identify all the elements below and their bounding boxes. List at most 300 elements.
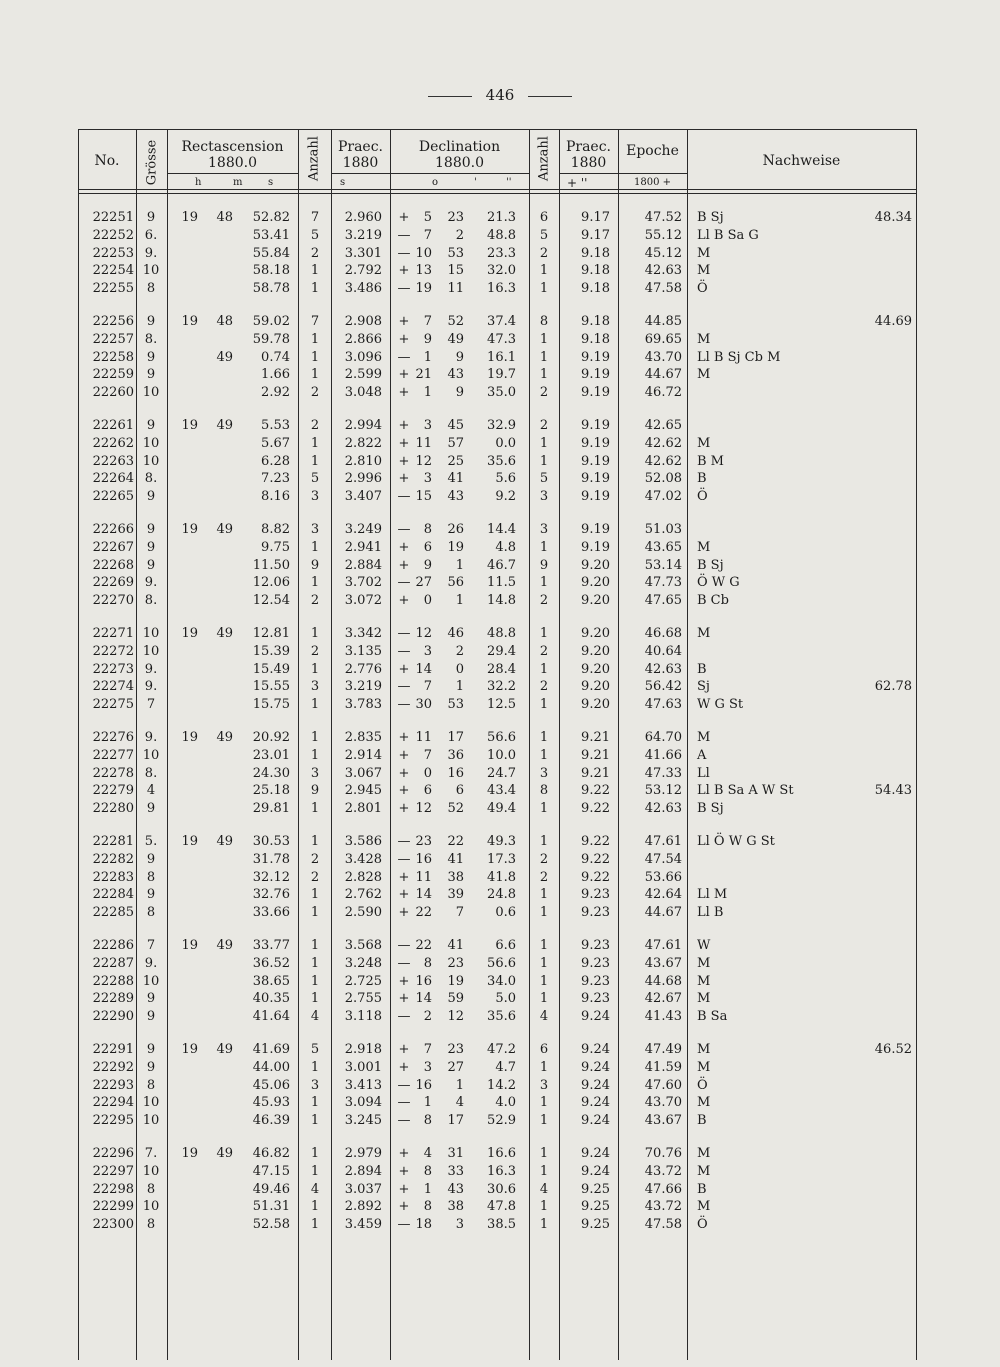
count-ra-cell: 1 bbox=[310, 331, 320, 347]
table-row bbox=[78, 417, 916, 434]
row-number-cell: 22290 bbox=[92, 1009, 134, 1025]
epoch-cell: 43.70 bbox=[644, 349, 682, 365]
table-row bbox=[78, 313, 916, 330]
magnitude-cell: 9 bbox=[146, 1009, 156, 1025]
references-cell: B Sj bbox=[697, 801, 724, 817]
table-row bbox=[78, 384, 916, 401]
magnitude-cell: 9. bbox=[144, 245, 158, 261]
ra-seconds-cell: 58.78 bbox=[252, 281, 290, 297]
magnitude-cell: 8 bbox=[146, 1077, 156, 1093]
dec-degrees-cell: 22 bbox=[415, 905, 432, 921]
dec-arcsec-cell: 5.6 bbox=[495, 471, 516, 487]
precession-dec-cell: 9.20 bbox=[581, 643, 610, 659]
ra-seconds-cell: 23.01 bbox=[252, 747, 290, 763]
dec-arcsec-cell: 47.3 bbox=[487, 331, 516, 347]
count-ra-cell: 1 bbox=[310, 539, 320, 555]
ra-seconds-cell: 2.92 bbox=[261, 385, 290, 401]
count-dec-cell: 1 bbox=[539, 905, 549, 921]
dec-arcsec-cell: 9.2 bbox=[495, 489, 516, 505]
table-row bbox=[78, 574, 916, 591]
epoch-cell: 44.85 bbox=[644, 314, 682, 329]
references-cell: M bbox=[697, 955, 711, 971]
references-cell: M bbox=[697, 1059, 711, 1075]
references-cell: M bbox=[697, 263, 711, 279]
precession-dec-cell: 9.18 bbox=[581, 314, 610, 329]
precession-ra-cell: 2.792 bbox=[344, 263, 382, 279]
count-dec-cell: 1 bbox=[539, 1217, 549, 1233]
dec-arcsec-cell: 16.6 bbox=[487, 1146, 516, 1161]
ra-seconds-cell: 46.39 bbox=[252, 1113, 290, 1129]
column-rule bbox=[916, 129, 917, 1360]
row-number-cell: 22254 bbox=[92, 263, 134, 279]
magnitude-cell: 8. bbox=[144, 765, 158, 781]
dec-degrees-cell: 14 bbox=[415, 887, 432, 903]
magnitude-cell: 8. bbox=[144, 331, 158, 347]
count-ra-cell: 1 bbox=[310, 973, 320, 989]
references-cell: M bbox=[697, 1095, 711, 1111]
ra-minutes-cell: 49 bbox=[216, 349, 233, 365]
magnitude-cell: 9 bbox=[146, 851, 156, 867]
row-number-cell: 22295 bbox=[92, 1113, 134, 1129]
ra-minutes-cell: 48 bbox=[216, 314, 233, 329]
table-row bbox=[78, 349, 916, 366]
dec-arcmin-cell: 41 bbox=[447, 471, 464, 487]
precession-dec-cell: 9.19 bbox=[581, 471, 610, 487]
count-ra-cell: 5 bbox=[310, 1042, 320, 1057]
dec-arcmin-cell: 4 bbox=[455, 1095, 464, 1111]
dec-arcmin-cell: 53 bbox=[447, 697, 464, 713]
row-number-cell: 22284 bbox=[92, 887, 134, 903]
row-number-cell: 22288 bbox=[92, 973, 134, 989]
precession-ra-cell: 2.941 bbox=[344, 539, 382, 555]
magnitude-cell: 4 bbox=[146, 783, 156, 799]
row-number-cell: 22272 bbox=[92, 643, 134, 659]
row-number-cell: 22262 bbox=[92, 435, 134, 451]
count-dec-cell: 1 bbox=[539, 453, 549, 469]
dec-degrees-cell: 3 bbox=[423, 1059, 432, 1075]
count-dec-cell: 1 bbox=[539, 1059, 549, 1075]
count-dec-cell: 2 bbox=[539, 851, 549, 867]
count-dec-cell: 2 bbox=[539, 869, 549, 885]
epoch-cell: 42.63 bbox=[644, 661, 682, 677]
table-row bbox=[78, 678, 916, 695]
count-dec-cell: 1 bbox=[539, 938, 549, 953]
dec-arcsec-cell: 11.5 bbox=[487, 575, 516, 591]
references-cell: W bbox=[697, 938, 711, 953]
dec-sign-cell: + bbox=[398, 1163, 410, 1179]
ra-minutes-cell: 49 bbox=[216, 418, 233, 433]
magnitude-cell: 9 bbox=[146, 489, 156, 505]
references-cell: Ll M bbox=[697, 887, 728, 903]
dec-sign-cell: + bbox=[398, 471, 410, 487]
count-dec-cell: 4 bbox=[539, 1009, 549, 1025]
header-groesse: Grösse bbox=[144, 139, 160, 186]
magnitude-cell: 9 bbox=[146, 1059, 156, 1075]
table-row bbox=[78, 696, 916, 713]
ra-seconds-cell: 15.55 bbox=[252, 679, 290, 695]
dec-arcmin-cell: 16 bbox=[447, 765, 464, 781]
epoch-cell: 47.58 bbox=[644, 1217, 682, 1233]
dec-arcmin-cell: 45 bbox=[447, 418, 464, 433]
count-ra-cell: 1 bbox=[310, 281, 320, 297]
ra-seconds-cell: 52.82 bbox=[252, 210, 290, 225]
ra-minutes-cell: 49 bbox=[216, 1042, 233, 1057]
epoch-cell: 47.49 bbox=[644, 1042, 682, 1057]
epoch-cell: 69.65 bbox=[644, 331, 682, 347]
count-dec-cell: 5 bbox=[539, 471, 549, 487]
dec-degrees-cell: 4 bbox=[423, 1146, 432, 1161]
precession-ra-cell: 2.945 bbox=[344, 783, 382, 799]
ra-seconds-cell: 12.06 bbox=[252, 575, 290, 591]
page-number-line bbox=[0, 86, 1000, 104]
dec-sign-cell: + bbox=[398, 593, 410, 609]
epoch-cell: 47.61 bbox=[644, 834, 682, 849]
dec-arcmin-cell: 52 bbox=[447, 801, 464, 817]
dec-degrees-cell: 6 bbox=[423, 783, 432, 799]
ra-hours-cell: 19 bbox=[181, 834, 198, 849]
row-number-cell: 22289 bbox=[92, 991, 134, 1007]
row-number-cell: 22297 bbox=[92, 1163, 134, 1179]
magnitude-cell: 8 bbox=[146, 281, 156, 297]
dec-sign-cell: + bbox=[398, 539, 410, 555]
count-dec-cell: 1 bbox=[539, 661, 549, 677]
magnitude-cell: 7. bbox=[144, 1146, 158, 1161]
table-row bbox=[78, 643, 916, 660]
references-cell: M bbox=[697, 245, 711, 261]
table-row bbox=[78, 592, 916, 609]
references-cell: B bbox=[697, 1113, 707, 1129]
precession-dec-cell: 9.21 bbox=[581, 730, 610, 745]
ra-seconds-cell: 45.06 bbox=[252, 1077, 290, 1093]
dec-degrees-cell: 7 bbox=[423, 679, 432, 695]
row-number-cell: 22276 bbox=[92, 730, 134, 745]
epoch-cell: 47.60 bbox=[644, 1077, 682, 1093]
magnitude-cell: 9. bbox=[144, 730, 158, 745]
magnitude-cell: 8 bbox=[146, 905, 156, 921]
magnitude-cell: 9. bbox=[144, 955, 158, 971]
row-number-cell: 22293 bbox=[92, 1077, 134, 1093]
precession-dec-cell: 9.23 bbox=[581, 887, 610, 903]
table-row bbox=[78, 1112, 916, 1129]
dec-degrees-cell: 12 bbox=[415, 801, 432, 817]
dec-arcsec-cell: 48.8 bbox=[487, 227, 516, 243]
precession-ra-cell: 2.725 bbox=[344, 973, 382, 989]
ra-seconds-cell: 32.12 bbox=[252, 869, 290, 885]
epoch-cell: 47.58 bbox=[644, 281, 682, 297]
unit-m: m bbox=[233, 177, 243, 188]
dec-arcsec-cell: 41.8 bbox=[487, 869, 516, 885]
table-row bbox=[78, 1163, 916, 1180]
dec-arcsec-cell: 32.2 bbox=[487, 679, 516, 695]
precession-dec-cell: 9.24 bbox=[581, 1059, 610, 1075]
table-row bbox=[78, 833, 916, 850]
epoch-cell: 44.68 bbox=[644, 973, 682, 989]
dec-degrees-cell: 15 bbox=[415, 489, 432, 505]
dec-arcsec-cell: 10.0 bbox=[487, 747, 516, 763]
dec-arcsec-cell: 47.8 bbox=[487, 1199, 516, 1215]
dec-sign-cell: — bbox=[397, 1217, 411, 1233]
precession-ra-cell: 2.960 bbox=[344, 210, 382, 225]
precession-dec-cell: 9.19 bbox=[581, 418, 610, 433]
dec-arcsec-cell: 32.0 bbox=[487, 263, 516, 279]
magnitude-cell: 9 bbox=[146, 991, 156, 1007]
count-ra-cell: 2 bbox=[310, 643, 320, 659]
epoch-cell: 47.61 bbox=[644, 938, 682, 953]
dec-arcmin-cell: 39 bbox=[447, 887, 464, 903]
header-dec-epoch: 1880.0 bbox=[435, 155, 484, 171]
ra-seconds-cell: 33.66 bbox=[252, 905, 290, 921]
epoch-cell: 42.64 bbox=[644, 887, 682, 903]
precession-dec-cell: 9.23 bbox=[581, 938, 610, 953]
precession-ra-cell: 3.096 bbox=[344, 349, 382, 365]
references-cell: M bbox=[697, 367, 711, 383]
dec-sign-cell: — bbox=[397, 643, 411, 659]
dec-degrees-cell: 14 bbox=[415, 991, 432, 1007]
precession-dec-cell: 9.22 bbox=[581, 783, 610, 799]
magnitude-cell: 10 bbox=[142, 263, 160, 279]
epoch-cell: 47.54 bbox=[644, 851, 682, 867]
count-dec-cell: 2 bbox=[539, 643, 549, 659]
count-dec-cell: 2 bbox=[539, 385, 549, 401]
header-anzahl-dec: Anzahl bbox=[536, 136, 552, 181]
row-number-cell: 22270 bbox=[92, 593, 134, 609]
table-row bbox=[78, 625, 916, 642]
count-ra-cell: 2 bbox=[310, 245, 320, 261]
precession-ra-cell: 3.072 bbox=[344, 593, 382, 609]
dec-degrees-cell: 8 bbox=[423, 1163, 432, 1179]
count-dec-cell: 1 bbox=[539, 331, 549, 347]
precession-ra-cell: 2.801 bbox=[344, 801, 382, 817]
epoch-cell: 40.64 bbox=[644, 643, 682, 659]
epoch-cell: 53.66 bbox=[644, 869, 682, 885]
table-row bbox=[78, 973, 916, 990]
ra-seconds-cell: 33.77 bbox=[252, 938, 290, 953]
count-ra-cell: 2 bbox=[310, 593, 320, 609]
ra-hours-cell: 19 bbox=[181, 418, 198, 433]
extra-epoch-cell: 46.52 bbox=[874, 1042, 912, 1057]
dec-arcsec-cell: 24.7 bbox=[487, 765, 516, 781]
references-cell: B M bbox=[697, 453, 724, 469]
epoch-cell: 64.70 bbox=[644, 730, 682, 745]
dec-degrees-cell: 18 bbox=[415, 1217, 432, 1233]
dec-degrees-cell: 9 bbox=[423, 331, 432, 347]
dec-arcmin-cell: 38 bbox=[447, 869, 464, 885]
ra-minutes-cell: 48 bbox=[216, 210, 233, 225]
precession-ra-cell: 3.249 bbox=[344, 522, 382, 537]
dec-degrees-cell: 16 bbox=[415, 851, 432, 867]
references-cell: M bbox=[697, 1163, 711, 1179]
ra-seconds-cell: 45.93 bbox=[252, 1095, 290, 1111]
count-dec-cell: 1 bbox=[539, 626, 549, 641]
precession-ra-cell: 3.248 bbox=[344, 955, 382, 971]
dec-degrees-cell: 1 bbox=[423, 385, 432, 401]
epoch-cell: 70.76 bbox=[644, 1146, 682, 1161]
unit-arcmin: ' bbox=[474, 177, 477, 188]
references-cell: M bbox=[697, 539, 711, 555]
unit-praec-dec: + '' bbox=[567, 176, 588, 190]
precession-dec-cell: 9.19 bbox=[581, 539, 610, 555]
dec-sign-cell: + bbox=[398, 973, 410, 989]
dec-degrees-cell: 13 bbox=[415, 263, 432, 279]
precession-dec-cell: 9.19 bbox=[581, 385, 610, 401]
header-ra-title: Rectascension bbox=[181, 139, 284, 155]
precession-dec-cell: 9.18 bbox=[581, 281, 610, 297]
dec-arcmin-cell: 36 bbox=[447, 747, 464, 763]
dec-sign-cell: + bbox=[398, 453, 410, 469]
divider bbox=[528, 96, 572, 97]
dec-degrees-cell: 1 bbox=[423, 349, 432, 365]
ra-hours-cell: 19 bbox=[181, 1042, 198, 1057]
dec-sign-cell: — bbox=[397, 281, 411, 297]
dec-sign-cell: — bbox=[397, 834, 411, 849]
row-number-cell: 22274 bbox=[92, 679, 134, 695]
table-row bbox=[78, 990, 916, 1007]
dec-arcmin-cell: 2 bbox=[455, 227, 464, 243]
references-cell: M bbox=[697, 435, 711, 451]
ra-seconds-cell: 24.30 bbox=[252, 765, 290, 781]
table-row bbox=[78, 1198, 916, 1215]
precession-dec-cell: 9.20 bbox=[581, 626, 610, 641]
count-dec-cell: 3 bbox=[539, 765, 549, 781]
dec-arcsec-cell: 12.5 bbox=[487, 697, 516, 713]
dec-arcmin-cell: 6 bbox=[455, 783, 464, 799]
dec-arcsec-cell: 37.4 bbox=[487, 314, 516, 329]
dec-arcmin-cell: 17 bbox=[447, 1113, 464, 1129]
count-ra-cell: 1 bbox=[310, 575, 320, 591]
dec-arcmin-cell: 11 bbox=[447, 281, 464, 297]
magnitude-cell: 9 bbox=[146, 801, 156, 817]
ra-seconds-cell: 5.53 bbox=[261, 418, 290, 433]
ra-seconds-cell: 59.02 bbox=[252, 314, 290, 329]
precession-dec-cell: 9.22 bbox=[581, 851, 610, 867]
count-ra-cell: 5 bbox=[310, 227, 320, 243]
magnitude-cell: 10 bbox=[142, 1113, 160, 1129]
dec-arcmin-cell: 56 bbox=[447, 575, 464, 591]
dec-degrees-cell: 10 bbox=[415, 245, 432, 261]
dec-arcsec-cell: 46.7 bbox=[487, 557, 516, 573]
unit-deg: o bbox=[432, 177, 439, 188]
dec-arcsec-cell: 32.9 bbox=[487, 418, 516, 433]
precession-ra-cell: 3.413 bbox=[344, 1077, 382, 1093]
dec-degrees-cell: 7 bbox=[423, 1042, 432, 1057]
dec-arcmin-cell: 41 bbox=[447, 851, 464, 867]
dec-arcmin-cell: 15 bbox=[447, 263, 464, 279]
precession-dec-cell: 9.20 bbox=[581, 575, 610, 591]
table-row bbox=[78, 1077, 916, 1094]
references-cell: M bbox=[697, 973, 711, 989]
dec-degrees-cell: 3 bbox=[423, 471, 432, 487]
ra-seconds-cell: 15.39 bbox=[252, 643, 290, 659]
row-number-cell: 22256 bbox=[92, 314, 134, 329]
precession-ra-cell: 2.894 bbox=[344, 1163, 382, 1179]
dec-arcmin-cell: 43 bbox=[447, 489, 464, 505]
epoch-cell: 53.12 bbox=[644, 783, 682, 799]
precession-ra-cell: 2.590 bbox=[344, 905, 382, 921]
dec-sign-cell: + bbox=[398, 314, 410, 329]
unit-arcsec: '' bbox=[506, 177, 512, 188]
header-praec-dec bbox=[559, 139, 618, 171]
precession-ra-cell: 3.342 bbox=[344, 626, 382, 641]
references-cell: Ll B bbox=[697, 905, 724, 921]
ra-seconds-cell: 36.52 bbox=[252, 955, 290, 971]
precession-ra-cell: 2.884 bbox=[344, 557, 382, 573]
references-cell: Sj bbox=[697, 679, 710, 695]
dec-arcmin-cell: 33 bbox=[447, 1163, 464, 1179]
count-ra-cell: 1 bbox=[310, 1059, 320, 1075]
dec-arcsec-cell: 35.0 bbox=[487, 385, 516, 401]
magnitude-cell: 10 bbox=[142, 435, 160, 451]
magnitude-cell: 9. bbox=[144, 575, 158, 591]
dec-arcsec-cell: 5.0 bbox=[495, 991, 516, 1007]
references-cell: Ö bbox=[697, 281, 708, 297]
dec-arcsec-cell: 4.8 bbox=[495, 539, 516, 555]
references-cell: M bbox=[697, 1146, 711, 1161]
dec-degrees-cell: 3 bbox=[423, 643, 432, 659]
precession-dec-cell: 9.18 bbox=[581, 331, 610, 347]
table-row bbox=[78, 765, 916, 782]
ra-seconds-cell: 53.41 bbox=[252, 227, 290, 243]
header-declination bbox=[390, 139, 529, 171]
references-cell: B Sa bbox=[697, 1009, 728, 1025]
count-ra-cell: 3 bbox=[310, 679, 320, 695]
count-dec-cell: 2 bbox=[539, 418, 549, 433]
count-dec-cell: 6 bbox=[539, 1042, 549, 1057]
count-dec-cell: 1 bbox=[539, 973, 549, 989]
count-ra-cell: 1 bbox=[310, 1217, 320, 1233]
precession-ra-cell: 3.067 bbox=[344, 765, 382, 781]
precession-dec-cell: 9.23 bbox=[581, 973, 610, 989]
row-number-cell: 22292 bbox=[92, 1059, 134, 1075]
count-ra-cell: 1 bbox=[310, 801, 320, 817]
ra-seconds-cell: 7.23 bbox=[261, 471, 290, 487]
epoch-cell: 43.67 bbox=[644, 955, 682, 971]
count-dec-cell: 1 bbox=[539, 991, 549, 1007]
dec-arcmin-cell: 23 bbox=[447, 955, 464, 971]
table-row bbox=[78, 800, 916, 817]
row-number-cell: 22257 bbox=[92, 331, 134, 347]
ra-seconds-cell: 1.66 bbox=[261, 367, 290, 383]
precession-ra-cell: 3.219 bbox=[344, 679, 382, 695]
row-number-cell: 22253 bbox=[92, 245, 134, 261]
count-ra-cell: 1 bbox=[310, 747, 320, 763]
references-cell: Ö bbox=[697, 1217, 708, 1233]
count-dec-cell: 1 bbox=[539, 575, 549, 591]
ra-hours-cell: 19 bbox=[181, 1146, 198, 1161]
table-row bbox=[78, 521, 916, 538]
count-ra-cell: 9 bbox=[310, 783, 320, 799]
count-dec-cell: 4 bbox=[539, 1181, 549, 1197]
extra-epoch-cell: 62.78 bbox=[874, 679, 912, 695]
dec-sign-cell: + bbox=[398, 661, 410, 677]
row-number-cell: 22259 bbox=[92, 367, 134, 383]
ra-minutes-cell: 49 bbox=[216, 1146, 233, 1161]
magnitude-cell: 9 bbox=[146, 1042, 156, 1057]
magnitude-cell: 8. bbox=[144, 471, 158, 487]
count-dec-cell: 1 bbox=[539, 955, 549, 971]
row-number-cell: 22278 bbox=[92, 765, 134, 781]
precession-dec-cell: 9.19 bbox=[581, 367, 610, 383]
precession-ra-cell: 2.810 bbox=[344, 453, 382, 469]
dec-sign-cell: — bbox=[397, 1095, 411, 1111]
precession-dec-cell: 9.19 bbox=[581, 435, 610, 451]
magnitude-cell: 10 bbox=[142, 1199, 160, 1215]
references-cell: M bbox=[697, 991, 711, 1007]
dec-degrees-cell: 27 bbox=[415, 575, 432, 591]
precession-ra-cell: 3.135 bbox=[344, 643, 382, 659]
references-cell: M bbox=[697, 1042, 711, 1057]
dec-arcsec-cell: 52.9 bbox=[487, 1113, 516, 1129]
dec-arcsec-cell: 14.4 bbox=[487, 522, 516, 537]
